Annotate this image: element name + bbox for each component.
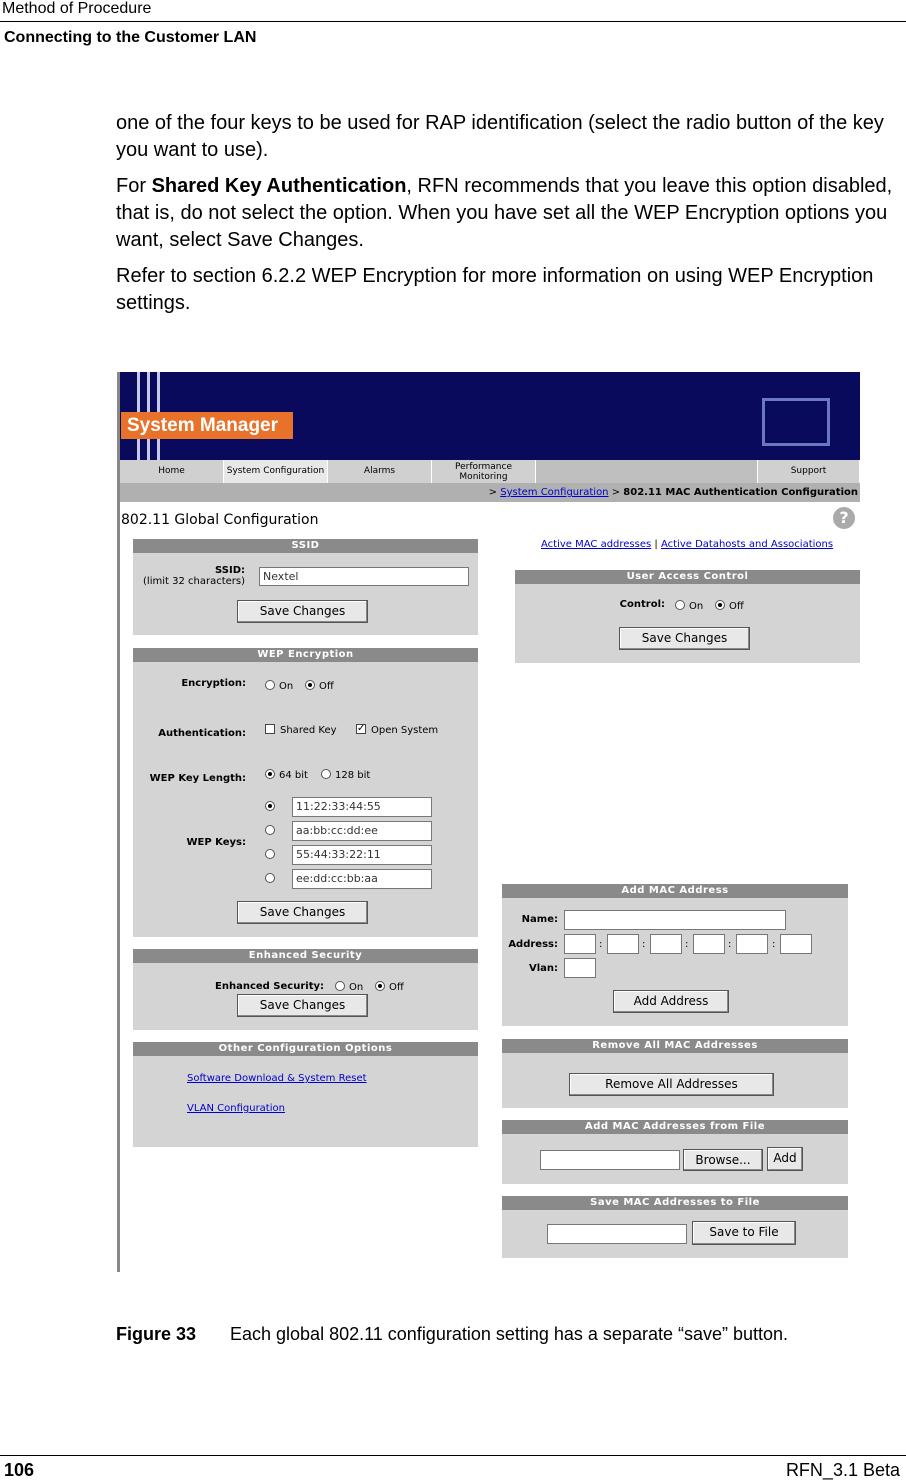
save-file-title: Save MAC Addresses to File <box>502 1196 848 1210</box>
doc-version: RFN_3.1 Beta <box>785 1460 900 1480</box>
wep-key-4-input[interactable]: ee:dd:cc:bb:aa <box>292 869 432 889</box>
encryption-off-radio[interactable] <box>305 680 315 690</box>
mac-vlan-label: Vlan: <box>528 963 558 974</box>
paragraph-1: one of the four keys to be used for RAP identification (select the radio button of the key you want to use). <box>116 112 884 161</box>
mac-sep: : <box>599 939 603 950</box>
mac-vlan-input[interactable] <box>564 958 596 978</box>
tab-performance-monitoring[interactable]: Performance Monitoring <box>432 460 536 483</box>
enhanced-on-radio[interactable] <box>335 981 345 991</box>
enhanced-save-button[interactable]: Save Changes <box>237 994 368 1017</box>
wep-key-2-input[interactable]: aa:bb:cc:dd:ee <box>292 821 432 841</box>
body-text <box>116 110 896 326</box>
tab-spacer <box>536 460 758 483</box>
add-file-panel <box>502 1120 848 1184</box>
add-file-title: Add MAC Addresses from File <box>502 1120 848 1134</box>
mac-sep: : <box>728 939 732 950</box>
mac-octet-2[interactable] <box>607 934 639 954</box>
banner <box>117 372 860 460</box>
tab-home[interactable]: Home <box>120 460 224 483</box>
mac-sep: : <box>642 939 646 950</box>
wep-panel <box>133 648 478 937</box>
uac-off-label: Off <box>729 601 744 612</box>
mac-name-label: Name: <box>521 914 558 925</box>
header-rule <box>0 21 906 22</box>
remove-mac-panel <box>502 1039 848 1108</box>
vlan-config-link[interactable]: VLAN Configuration <box>187 1103 285 1114</box>
uac-save-button[interactable]: Save Changes <box>619 627 750 650</box>
wep-key-1-radio[interactable] <box>265 801 275 811</box>
screenshot <box>117 372 860 1272</box>
mac-octet-3[interactable] <box>650 934 682 954</box>
tab-alarms[interactable]: Alarms <box>328 460 432 483</box>
active-datahosts-link[interactable]: Active Datahosts and Associations <box>660 539 834 550</box>
nav-tabs <box>120 460 860 483</box>
uac-label: Control: <box>619 599 665 610</box>
wep-key-4-radio[interactable] <box>265 873 275 883</box>
add-address-button[interactable]: Add Address <box>613 990 729 1013</box>
remove-mac-title: Remove All MAC Addresses <box>502 1039 848 1053</box>
mac-address-label: Address: <box>508 939 558 950</box>
browse-button[interactable]: Browse... <box>683 1149 763 1171</box>
tab-system-configuration[interactable]: System Configuration <box>224 460 328 483</box>
mac-octet-4[interactable] <box>693 934 725 954</box>
encryption-on-radio[interactable] <box>265 680 275 690</box>
mac-sep: : <box>685 939 689 950</box>
save-path-input[interactable] <box>547 1224 687 1244</box>
key-length-label: WEP Key Length: <box>149 773 246 784</box>
other-panel <box>133 1042 478 1147</box>
paragraph-3: Refer to section 6.2.2 WEP Encryption for more information on using WEP Encryption settings. <box>116 265 874 314</box>
open-system-checkbox[interactable]: ✓ <box>357 723 366 734</box>
paragraph-2: For Shared Key Authentication, RFN recommends that you leave this option disabled, that is, do not select the option. When you have set all the WEP Encryption options you want, select Save Changes. <box>116 175 893 251</box>
authentication-label: Authentication: <box>158 728 246 739</box>
logo: System Manager <box>121 412 293 439</box>
other-title: Other Configuration Options <box>133 1042 478 1056</box>
software-download-link[interactable]: Software Download & System Reset <box>187 1073 367 1084</box>
shared-key-checkbox[interactable] <box>265 724 275 734</box>
breadcrumb: > System Configuration > 802.11 MAC Authentication Configuration <box>120 483 860 502</box>
bit64-radio[interactable] <box>265 769 275 779</box>
encryption-off-label: Off <box>319 681 334 692</box>
enhanced-off-radio[interactable] <box>375 981 385 991</box>
wep-key-1-input[interactable]: 11:22:33:44:55 <box>292 797 432 817</box>
wep-key-3-radio[interactable] <box>265 849 275 859</box>
section-title: Connecting to the Customer LAN <box>4 29 257 46</box>
wep-keys-label: WEP Keys: <box>186 837 246 848</box>
enhanced-panel <box>133 949 478 1030</box>
add-mac-title: Add MAC Address <box>502 884 848 898</box>
save-file-panel <box>502 1196 848 1258</box>
bit128-radio[interactable] <box>321 769 331 779</box>
enhanced-on-label: On <box>349 982 364 993</box>
ssid-input[interactable]: Nextel <box>259 567 469 586</box>
ssid-title: SSID <box>133 539 478 553</box>
wep-key-3-input[interactable]: 55:44:33:22:11 <box>292 845 432 865</box>
enhanced-off-label: Off <box>389 982 404 993</box>
encryption-on-label: On <box>279 681 294 692</box>
uac-on-radio[interactable] <box>675 600 685 610</box>
mac-sep: : <box>772 939 776 950</box>
tab-support[interactable]: Support <box>758 460 860 483</box>
ssid-hint: (limit 32 characters) <box>143 576 245 587</box>
bit64-label: 64 bit <box>279 770 308 781</box>
open-system-label: Open System <box>371 725 439 736</box>
doc-header: Method of Procedure <box>2 0 152 17</box>
mac-octet-6[interactable] <box>780 934 812 954</box>
uac-off-radio[interactable] <box>715 600 725 610</box>
wep-key-2-radio[interactable] <box>265 825 275 835</box>
encryption-label: Encryption: <box>181 678 246 689</box>
add-file-button[interactable]: Add <box>767 1147 803 1171</box>
screenshot-edge <box>117 372 120 1272</box>
mac-octet-1[interactable] <box>564 934 596 954</box>
breadcrumb-link[interactable]: System Configuration <box>500 487 609 498</box>
file-path-input[interactable] <box>540 1150 680 1170</box>
bit128-label: 128 bit <box>335 770 371 781</box>
top-links: Active MAC addresses | Active Datahosts and Associations <box>541 539 834 550</box>
figure-label: Figure 33 <box>116 1324 197 1344</box>
footer-rule <box>0 1455 906 1456</box>
page-title: 802.11 Global Configuration <box>121 512 319 528</box>
help-icon[interactable]: ? <box>833 507 855 529</box>
figure-caption: Each global 802.11 configuration setting has a separate “save” button. <box>230 1324 789 1344</box>
banner-icon <box>762 398 830 446</box>
ssid-save-button[interactable]: Save Changes <box>237 600 368 623</box>
page-number: 106 <box>4 1460 35 1480</box>
ssid-panel <box>133 539 478 635</box>
wep-save-button[interactable]: Save Changes <box>237 901 368 924</box>
remove-all-button[interactable]: Remove All Addresses <box>569 1073 774 1096</box>
uac-on-label: On <box>689 601 704 612</box>
breadcrumb-current: 802.11 MAC Authentication Configuration <box>623 487 858 498</box>
mac-octet-5[interactable] <box>736 934 768 954</box>
mac-name-input[interactable] <box>564 910 786 930</box>
shared-key-label: Shared Key <box>280 725 337 736</box>
wep-title: WEP Encryption <box>133 648 478 662</box>
ssid-label: SSID: <box>215 565 245 576</box>
uac-panel <box>515 570 860 663</box>
save-to-file-button[interactable]: Save to File <box>692 1221 796 1245</box>
enhanced-title: Enhanced Security <box>133 949 478 963</box>
enhanced-label: Enhanced Security: <box>215 981 324 992</box>
uac-title: User Access Control <box>515 570 860 584</box>
add-mac-panel <box>502 884 848 1026</box>
active-mac-link[interactable]: Active MAC addresses <box>541 539 652 550</box>
